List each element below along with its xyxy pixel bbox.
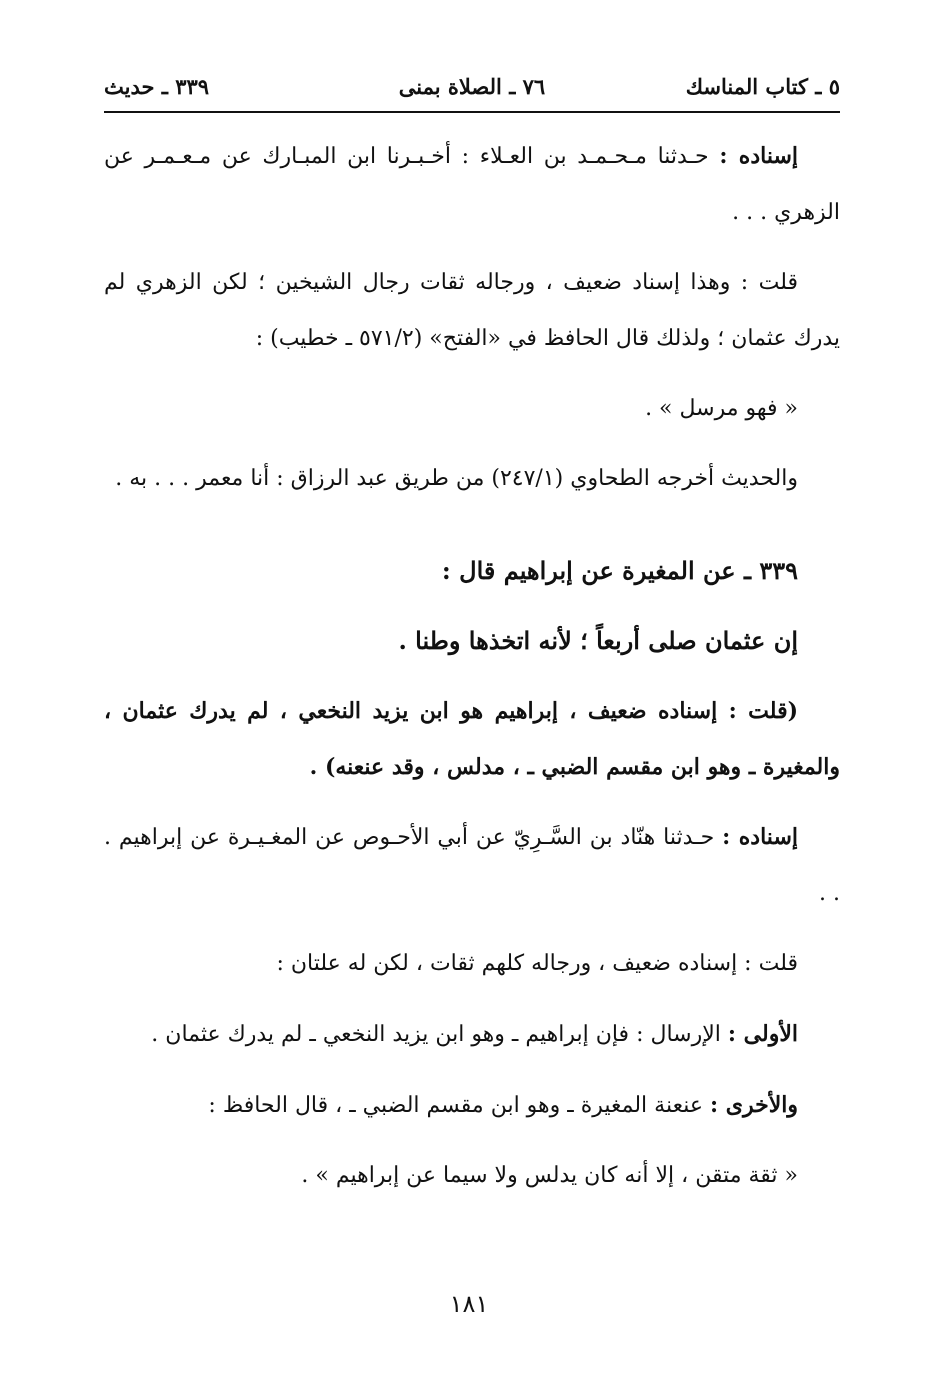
isnad-paragraph-1 <box>104 128 840 241</box>
grading-note: (قلت : إسناده ضعيف ، إبراهيم هو ابن يزيد النخعي ، لم يدرك عثمان ، والمغيرة ـ وهو ابن مقسم الضبي ـ ، مدلس ، وقد عنعنه) . <box>104 698 840 780</box>
second-defect-paragraph <box>104 1077 840 1134</box>
page-number: ١٨١ <box>449 1290 489 1318</box>
quote-paragraph-2: « ثقة متقن ، إلا أنه كان يدلس ولا سيما عن إبراهيم » . <box>301 1163 798 1188</box>
header-divider <box>104 111 840 113</box>
first-defect-text: الإرسال : فإن إبراهيم ـ وهو ابن يزيد النخعي ـ لم يدرك عثمان . <box>151 1022 721 1047</box>
header-chapter-title: ٧٦ ـ الصلاة بمنى <box>398 74 546 99</box>
isnad-paragraph-2 <box>104 809 840 922</box>
commentary-paragraph-1: قلت : وهذا إسناد ضعيف ، ورجاله ثقات رجال الشيخين ؛ لكن الزهري لم يدرك عثمان ؛ ولذلك قال الحافظ في «الفتح» (٥٧١/٢ ـ خطيب) : <box>104 270 840 351</box>
isnad-label: إسناده : <box>719 143 799 169</box>
hadith-matn: إن عثمان صلى أربعاً ؛ لأنه اتخذها وطنا . <box>398 626 798 655</box>
second-defect-text: عنعنة المغيرة ـ وهو ابن مقسم الضبي ـ ، قال الحافظ : <box>208 1093 703 1118</box>
isnad-text: حـدثنا مـحـمـد بن العـلاء : أخـبـرنا ابن المبـارك عن مـعـمـر عن الزهري . . . <box>104 144 840 225</box>
first-defect-paragraph <box>104 1006 840 1063</box>
running-header <box>104 74 840 106</box>
commentary-paragraph-2: قلت : إسناده ضعيف ، ورجاله كلهم ثقات ، لكن له علتان : <box>276 951 798 976</box>
hadith-heading: ٣٣٩ ـ عن المغيرة عن إبراهيم قال : <box>441 556 798 585</box>
second-defect-label: والأخرى : <box>709 1092 798 1118</box>
isnad-label-2: إسناده : <box>722 824 798 850</box>
header-book-title: ٥ ـ كتاب المناسك <box>685 74 840 99</box>
section-gap <box>104 521 840 543</box>
quote-paragraph-1: « فهو مرسل » . <box>645 396 798 421</box>
header-hadith-number: ٣٣٩ ـ حديث <box>104 74 210 99</box>
takhrij-paragraph: والحديث أخرجه الطحاوي (٢٤٧/١) من طريق عبد الرزاق : أنا معمر . . . به . <box>115 466 798 491</box>
first-defect-label: الأولى : <box>727 1021 798 1047</box>
main-text <box>104 128 840 1218</box>
isnad-text-2: حـدثنا هنّاد بن السَّـرِيّ عن أبي الأحـوص عن المغـيـرة عن إبراهيم . . . <box>104 825 840 906</box>
